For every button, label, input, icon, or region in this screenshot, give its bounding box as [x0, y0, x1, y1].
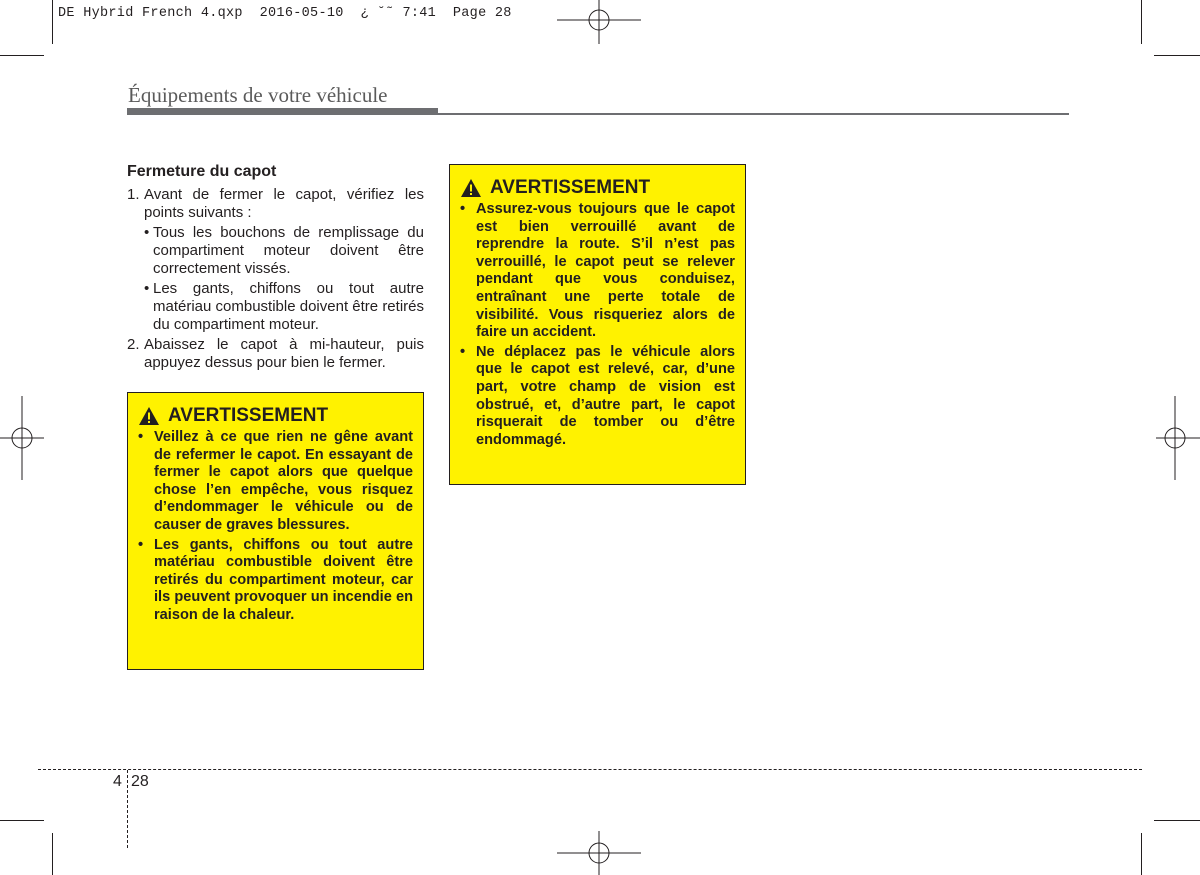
warning-header — [460, 177, 735, 199]
crop-mark — [1154, 820, 1200, 821]
list-item — [144, 224, 424, 278]
warning-item — [460, 201, 735, 342]
main-content — [127, 162, 424, 372]
bullet: • — [144, 224, 150, 241]
bullet: • — [144, 280, 150, 297]
warning-item-text: Ne déplacez pas le véhicule alors que le capot est relevé, car, d’une part, votre champ de vision est obstrué, et, d’autre part, le capot risquerait de tomber ou d’être endommagé. — [476, 343, 735, 448]
warning-list — [460, 201, 735, 449]
header-rule — [438, 113, 1069, 115]
crop-mark — [1154, 55, 1200, 56]
warning-item — [138, 429, 413, 535]
checklist — [144, 224, 424, 334]
warning-triangle-icon — [460, 178, 482, 198]
section-title: Équipements de votre véhicule — [128, 83, 388, 107]
registration-mark-icon — [1156, 396, 1200, 480]
bullet: • — [138, 429, 144, 445]
warning-item-text: Les gants, chiffons ou tout autre matériau combustible doivent être retirés du compartiment moteur, car ils peuvent provoquer un incendie en raison de la chaleur. — [154, 536, 413, 623]
warning-item-text: Veillez à ce que rien ne gêne avant de refermer le capot. En essayant de fermer le capot alors que quelque chose l’en empêche, vous risquez d’endommager le véhicule ou de causer de graves blessures. — [154, 429, 413, 533]
crop-mark — [52, 833, 53, 875]
footer-rule — [38, 769, 1142, 770]
list-item — [144, 280, 424, 334]
warning-header — [138, 405, 413, 427]
warning-list — [138, 429, 413, 625]
registration-mark-icon — [557, 831, 641, 875]
crop-mark — [1141, 833, 1142, 875]
print-slug: DE Hybrid French 4.qxp 2016-05-10 ¿ ˘˜ 7:41 Page 28 — [58, 6, 512, 21]
crop-mark — [52, 0, 53, 44]
step-text: Abaissez le capot à mi-hauteur, puis appuyez dessus pour bien le fermer. — [144, 336, 424, 371]
warning-box-right — [449, 164, 746, 485]
bullet: • — [460, 343, 466, 360]
crop-mark — [0, 55, 44, 56]
warning-item-text: Assurez-vous toujours que le capot est bien verrouillé avant de reprendre la route. S’il n’est pas verrouillé, le capot peut se relever pendant que vous conduisez, entraînant une perte totale de visibilité. Vous risqueriez alors de faire un accident. — [476, 201, 735, 341]
footer-divider — [127, 770, 128, 848]
registration-mark-icon — [557, 0, 641, 44]
warning-title: AVERTISSEMENT — [490, 177, 651, 198]
section-heading: Fermeture du capot — [127, 163, 277, 180]
warning-box-left — [127, 392, 424, 670]
step-2 — [127, 336, 424, 372]
step-number: 1. — [127, 186, 140, 203]
warning-title: AVERTISSEMENT — [168, 405, 329, 426]
bullet: • — [460, 201, 466, 217]
warning-triangle-icon — [138, 406, 160, 426]
warning-item — [138, 537, 413, 625]
step-number: 2. — [127, 336, 140, 353]
chapter-number: 4 — [113, 773, 122, 790]
step-text: Avant de fermer le capot, vérifiez les points suivants : — [144, 186, 424, 221]
crop-mark — [0, 820, 44, 821]
warning-item — [460, 344, 735, 450]
page-number: 28 — [131, 773, 149, 790]
crop-mark — [1141, 0, 1142, 44]
header-rule — [127, 108, 438, 115]
list-item-text: Les gants, chiffons ou tout autre matériau combustible doivent être retirés du compartiment moteur. — [153, 280, 424, 333]
step-1 — [127, 186, 424, 222]
registration-mark-icon — [0, 396, 44, 480]
list-item-text: Tous les bouchons de remplissage du compartiment moteur doivent être correctement vissés. — [153, 224, 424, 277]
bullet: • — [138, 536, 144, 553]
